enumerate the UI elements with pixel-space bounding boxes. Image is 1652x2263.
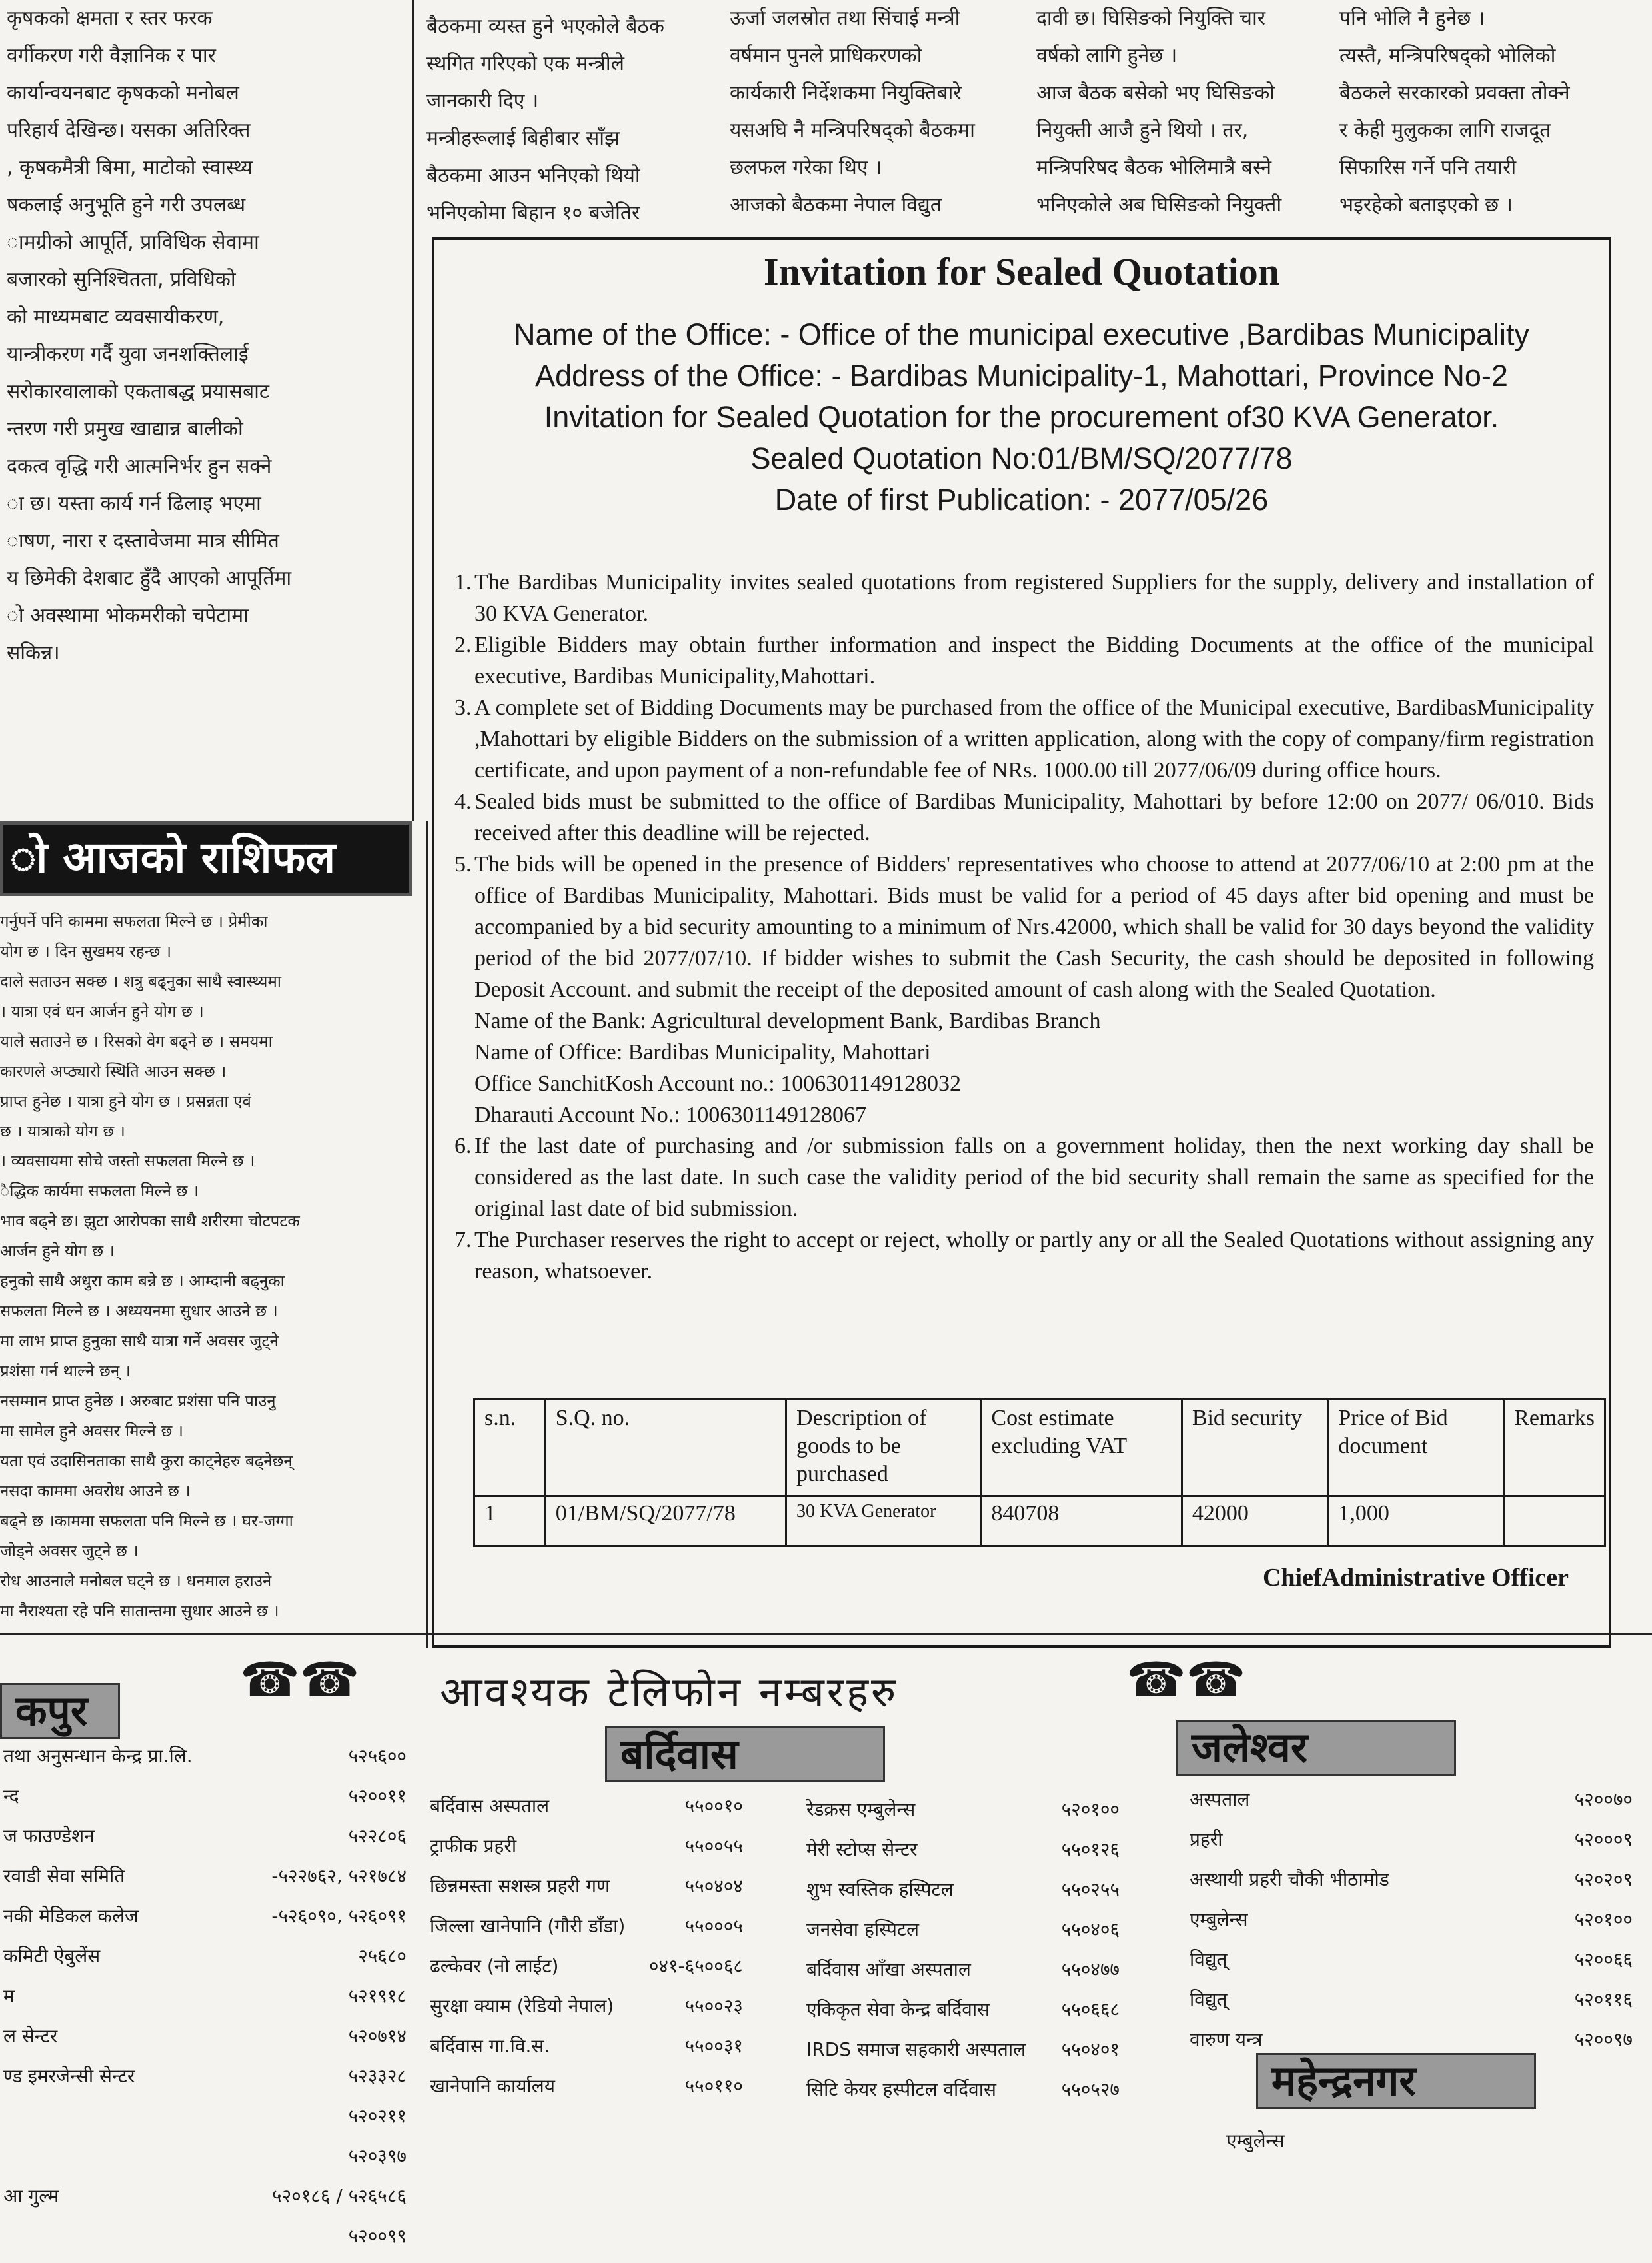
invitation-line: Invitation for Sealed Quotation for the procurement of30 KVA Generator. [544, 400, 1499, 434]
news-line: भनिएकोमा बिहान १० बजेतिर [426, 201, 640, 225]
item-number: 5. [454, 852, 472, 877]
phone-name: जनसेवा हस्पिटल [806, 1918, 919, 1940]
notice-item [454, 1224, 1594, 1287]
item-text: Sealed bids must be submitted to the office of Bardibas Municipality, Mahottari by before 12:00 on 2077/ 06/010. Bids received after this deadline will be rejected. [474, 789, 1594, 845]
phone-number: ५५०४७७ [1061, 1958, 1120, 1980]
rashifal-line: आर्जन हुने योग छ । [0, 1242, 115, 1260]
phone-entry [3, 1943, 407, 1983]
phone-entry [806, 1876, 1120, 1916]
phone-number: ५५०४०६ [1061, 1918, 1120, 1940]
sanchitkosh-account: Office SanchitKosh Account no.: 1006301149128032 [474, 1071, 961, 1096]
phone-name: सिटि केयर हस्पीटल वर्दिवास [806, 2078, 996, 2100]
phone-name: विद्युत् [1190, 1988, 1228, 2010]
news-line: बैठकले सरकारको प्रवक्ता तोक्ने [1339, 81, 1570, 105]
news-column-left [7, 0, 387, 800]
news-line: त्यस्तै, मन्त्रिपरिषद्को भोलिको [1339, 44, 1556, 67]
phone-entry [806, 2036, 1120, 2076]
column-divider [426, 821, 428, 1648]
news-line: सिफारिस गर्ने पनि तयारी [1339, 156, 1517, 179]
news-line: स्थगित गरिएको एक मन्त्रीले [426, 52, 624, 75]
notice-items [454, 567, 1594, 1287]
phone-name: ढल्केवर (नो लाईट) [430, 1955, 559, 1977]
phone-entry [3, 2063, 407, 2103]
section-divider [0, 1633, 1652, 1635]
item-number: 4. [454, 789, 472, 814]
item-text: If the last date of purchasing and /or submission falls on a government holiday, then the next working day shall be considered as the last date. In such case the validity period of the bid security shall remain the same as specified for the original last date of bid submission. [474, 1134, 1594, 1221]
place-heading-bardibas: बर्दिवास [605, 1726, 885, 1782]
rashifal-line: छ । यात्राको योग छ । [0, 1122, 125, 1140]
news-column-2 [426, 8, 713, 228]
quotation-table [473, 1398, 1606, 1547]
telephone-icon: ☎☎ [1126, 1652, 1246, 1708]
news-line: कृषकको क्षमता र स्तर फरक [7, 7, 213, 30]
rashifal-line: बढ्ने छ ।काममा सफलता पनि मिल्ने छ । घर-जग्गा [0, 1512, 293, 1530]
office-address: Address of the Office: - Bardibas Municipality-1, Mahottari, Province No-2 [535, 359, 1508, 393]
news-line: सकिन्न। [7, 641, 60, 665]
telephone-icon: ☎☎ [240, 1652, 360, 1708]
phone-number: ५५००२३ [684, 1995, 743, 2017]
phone-entry [430, 2033, 743, 2073]
notice-item [454, 629, 1594, 692]
rashifal-line: । व्यवसायमा सोचे जस्तो सफलता मिल्ने छ । [0, 1152, 255, 1170]
rashifal-heading: ो आजको राशिफल [0, 821, 412, 896]
rashifal-line: मा लाभ प्राप्त हुनुका साथै यात्रा गर्ने अवसर जुट्ने [0, 1332, 279, 1350]
rashifal-line: नसम्मान प्राप्त हुनेछ । अरुबाट प्रशंसा पनि पाउनु [0, 1392, 276, 1410]
phone-number: ५२०३९७ [348, 2145, 407, 2167]
table-cell: 42000 [1182, 1496, 1328, 1546]
phone-number: ५५००३१ [684, 2035, 743, 2057]
table-cell: 1,000 [1328, 1496, 1504, 1546]
phone-name: कमिटी ऐबुलेंस [3, 1945, 101, 1967]
phone-name: बर्दिवास गा.वि.स. [430, 2035, 550, 2057]
news-line: परिहार्य देखिन्छ। यसका अतिरिक्त [7, 119, 251, 142]
table-cell: 1 [474, 1496, 546, 1546]
phone-entry [806, 1836, 1120, 1876]
table-header: Description of goods to be purchased [786, 1400, 981, 1496]
news-line: भइरहेको बताइएको छ । [1339, 193, 1513, 217]
item-number: 1. [454, 570, 472, 595]
place-heading-jaleshwar: जलेश्वर [1176, 1720, 1456, 1776]
phone-number: ५५०१२६ [1061, 1838, 1120, 1860]
news-line: भनिएकोले अब घिसिङको नियुक्ती [1036, 193, 1282, 217]
phone-list-bardibas-1 [430, 1793, 743, 2113]
phone-number: ५५०४०४ [684, 1875, 743, 1897]
rashifal-line: कारणले अप्ठ्यारो स्थिति आउन सक्छ । [0, 1062, 227, 1081]
phone-name: छिन्नमस्ता सशस्त्र प्रहरी गण [430, 1875, 610, 1897]
phone-name: एकिकृत सेवा केन्द्र बर्दिवास [806, 1998, 990, 2020]
signature: ChiefAdministrative Officer [1262, 1564, 1569, 1592]
rashifal-line: जोड्ने अवसर जुट्ने छ । [0, 1542, 139, 1560]
item-number: 6. [454, 1134, 472, 1158]
news-line: नियुक्ती आजै हुने थियो । तर, [1036, 119, 1249, 142]
item-text: The Bardibas Municipality invites sealed quotations from registered Suppliers for the supply, delivery and installation of 30 KVA Generator. [474, 570, 1594, 626]
news-line: षकलाई अनुभूति हुने गरी उपलब्ध [7, 193, 246, 217]
office-name: Name of the Office: - Office of the municipal executive ,Bardibas Municipality [513, 317, 1530, 351]
table-header: s.n. [474, 1400, 546, 1496]
phone-name: शुभ स्वस्तिक हस्पिटल [806, 1878, 954, 1900]
item-text: Eligible Bidders may obtain further information and inspect the Bidding Documents at the office of the municipal executive, Bardibas Municipality,Mahottari. [474, 633, 1594, 689]
news-line: दकत्व वृद्धि गरी आत्मनिर्भर हुन सक्ने [7, 455, 272, 478]
phone-section-title: आवश्यक टेलिफोन नम्बरहरु [440, 1668, 899, 1716]
phone-number: ५२५६०० [348, 1745, 407, 1767]
table-header: Price of Bid document [1328, 1400, 1504, 1496]
phone-number: ५२०१०० [1574, 1908, 1633, 1930]
phone-name: एम्बुलेन्स [1226, 2130, 1285, 2152]
news-column-3 [730, 0, 1023, 220]
phone-name: ट्राफीक प्रहरी [430, 1835, 517, 1857]
rashifal-line: यता एवं उदासिनताका साथै कुरा काट्नेहरु बढ्नेछन् [0, 1452, 293, 1470]
news-line: को माध्यमबाट व्यवसायीकरण, [7, 305, 225, 329]
phone-entry [1190, 1986, 1633, 2026]
news-line: यसअघि नै मन्त्रिपरिषद्को बैठकमा [730, 119, 975, 142]
phone-entry [3, 1903, 407, 1943]
phone-name: न्द [3, 1785, 19, 1807]
rashifal-text [0, 907, 412, 1633]
notice-item [454, 567, 1594, 629]
phone-name: नकी मेडिकल कलेज [3, 1905, 139, 1927]
news-line: ऊर्जा जलस्रोत तथा सिंचाई मन्त्री [730, 7, 960, 30]
phone-entry [3, 2023, 407, 2063]
phone-number: ५५०२५५ [1061, 1878, 1120, 1900]
phone-entry [3, 2103, 407, 2143]
rashifal-line: । यात्रा एवं धन आर्जन हुने योग छ । [0, 1002, 204, 1021]
quotation-number: Sealed Quotation No:01/BM/SQ/2077/78 [750, 441, 1293, 475]
rashifal-line: योग छ । दिन सुखमय रहन्छ । [0, 942, 172, 961]
news-line: मन्त्रिपरिषद बैठक भोलिमात्रै बस्ने [1036, 156, 1272, 179]
phone-name: सुरक्षा क्याम (रेडियो नेपाल) [430, 1995, 614, 2017]
notice-title: Invitation for Sealed Quotation [764, 250, 1279, 293]
news-column-4 [1036, 0, 1329, 220]
rashifal-line: दाले सताउन सक्छ । शत्रु बढ्नुका साथै स्वास्थ्यमा [0, 972, 282, 991]
phone-number: ५२१९१८ [348, 1985, 407, 2007]
phone-entry [806, 1916, 1120, 1956]
rashifal-line: प्राप्त हुनेछ । यात्रा हुने योग छ । प्रसन्नता एवं [0, 1092, 251, 1111]
phone-list-jaleshwar [1190, 1786, 1633, 2066]
news-line: आजको बैठकमा नेपाल विद्युत [730, 193, 942, 217]
news-line: सरोकारवालाको एकताबद्ध प्रयासबाट [7, 380, 269, 403]
phone-entry [430, 1993, 743, 2033]
notice-item [454, 1131, 1594, 1224]
phone-number: ५५०००५ [684, 1915, 743, 1937]
phone-number: -५२२७६२, ५२१७८४ [271, 1865, 407, 1887]
rashifal-line: हनुको साथै अधुरा काम बन्ने छ । आम्दानी बढ्नुका [0, 1272, 285, 1290]
rashifal-line: याले सताउने छ । रिसको वेग बढ्ने छ । समयमा [0, 1032, 273, 1051]
phone-number: ५२३३२८ [348, 2065, 407, 2087]
table-row [474, 1496, 1605, 1546]
news-line: वर्गीकरण गरी वैज्ञानिक र पार [7, 44, 216, 67]
phone-name: आ गुल्म [3, 2185, 59, 2207]
phone-entry [1190, 1786, 1633, 1826]
phone-entry [430, 2073, 743, 2113]
dharauti-account: Dharauti Account No.: 1006301149128067 [474, 1103, 866, 1127]
news-line: बजारको सुनिश्चितता, प्रविधिको [7, 268, 236, 291]
news-line: र केही मुलुकका लागि राजदूत [1339, 119, 1551, 142]
news-line: ो अवस्थामा भोकमरीको चपेटामा [7, 604, 249, 627]
notice-item [454, 786, 1594, 849]
table-header: Cost estimate excluding VAT [981, 1400, 1182, 1496]
place-heading-left: कपुर [0, 1683, 120, 1739]
bank-name: Name of the Bank: Agricultural development Bank, Bardibas Branch [474, 1009, 1101, 1033]
bank-office-name: Name of Office: Bardibas Municipality, Mahottari [474, 1040, 931, 1065]
item-number: 3. [454, 695, 472, 720]
news-line: न्तरण गरी प्रमुख खाद्यान्न बालीको [7, 417, 243, 441]
phone-number: ५२००६६ [1574, 1948, 1633, 1970]
news-line: ामग्रीको आपूर्ति, प्राविधिक सेवामा [7, 231, 259, 254]
rashifal-line: प्रशंसा गर्न थाल्ने छन् । [0, 1362, 131, 1380]
table-header: Bid security [1182, 1400, 1328, 1496]
phone-entry [3, 1823, 407, 1863]
phone-number: ५५०४०१ [1061, 2038, 1120, 2060]
phone-number: ५२०००९ [1574, 1828, 1633, 1850]
phone-number: ५२०७१४ [348, 2025, 407, 2047]
phone-number: ५२०११६ [1574, 1988, 1633, 2010]
phone-entry [430, 1793, 743, 1833]
column-divider [412, 0, 414, 821]
phone-entry [3, 2223, 407, 2263]
rashifal-line: मा नैराश्यता रहे पनि सातान्तमा सुधार आउने छ । [0, 1602, 279, 1620]
place-heading-mahendranagar: महेन्द्रनगर [1256, 2053, 1536, 2109]
item-number: 2. [454, 633, 472, 657]
rashifal-line: ैद्धिक कार्यमा सफलता मिल्ने छ । [0, 1182, 199, 1200]
phone-entry [806, 1796, 1120, 1836]
phone-name: रवाडी सेवा समिति [3, 1865, 125, 1887]
rashifal-line: नसदा काममा अवरोध आउने छ । [0, 1482, 191, 1500]
rashifal-line: भाव बढ्ने छ। झुटा आरोपका साथै शरीरमा चोटपटक [0, 1212, 300, 1230]
phone-list-mahendranagar [1226, 2128, 1426, 2168]
phone-number: ५२२८०६ [348, 1825, 407, 1847]
phone-name: वारुण यन्त्र [1190, 2028, 1263, 2050]
news-line: ाषण, नारा र दस्तावेजमा मात्र सीमित [7, 529, 279, 553]
news-line: जानकारी दिए । [426, 89, 539, 113]
phone-name: प्रहरी [1190, 1828, 1223, 1850]
phone-number: ५२०१८६ / ५२६५८६ [272, 2185, 407, 2207]
rashifal-line: मा सामेल हुने अवसर मिल्ने छ । [0, 1422, 183, 1440]
phone-name: एम्बुलेन्स [1190, 1908, 1248, 1930]
news-line: वर्षको लागि हुनेछ । [1036, 44, 1178, 67]
phone-number: ५५०५२७ [1061, 2078, 1120, 2100]
rashifal-line: गर्नुपर्ने पनि काममा सफलता मिल्ने छ । प्रेमीका [0, 912, 268, 931]
phone-entry [3, 1743, 407, 1783]
news-line: बैठकमा आउन भनिएको थियो [426, 164, 640, 187]
table-cell: 30 KVA Generator [786, 1496, 981, 1546]
table-cell [1504, 1496, 1605, 1546]
news-line: य छिमेकी देशबाट हुँदै आएको आपूर्तिमा [7, 567, 292, 590]
phone-number: ५५००१० [684, 1795, 743, 1817]
news-line: ा छ। यस्ता कार्य गर्न ढिलाइ भएमा [7, 492, 261, 515]
phone-name: रेडक्रस एम्बुलेन्स [806, 1798, 916, 1820]
phone-name: ल सेन्टर [3, 2025, 58, 2047]
phone-entry [3, 2183, 407, 2223]
phone-entry [430, 1873, 743, 1913]
news-line: पनि भोलि नै हुनेछ । [1339, 7, 1485, 30]
phone-entry [430, 1913, 743, 1953]
phone-number: ५५०११० [684, 2075, 743, 2097]
item-text: A complete set of Bidding Documents may be purchased from the office of the Municipal executive, BardibasMunicipality ,Mahottari by eligible Bidders on the submission of a written application, along with the copy of company/firm registration certificate, and upon payment of a non-refundable fee of NRs. 1000.00 till 2077/06/09 during office hours. [474, 695, 1594, 783]
phone-name: ण्ड इमरजेन्सी सेन्टर [3, 2065, 135, 2087]
news-line: कार्यान्वयनबाट कृषकको मनोबल [7, 81, 239, 105]
phone-number: ५२०२११ [348, 2105, 407, 2127]
phone-number: ५२००११ [348, 1785, 407, 1807]
phone-entry [1190, 1826, 1633, 1866]
phone-entry [1190, 1906, 1633, 1946]
table-header: S.Q. no. [545, 1400, 786, 1496]
phone-entry [806, 1956, 1120, 1996]
rashifal-line: सफलता मिल्ने छ । अध्ययनमा सुधार आउने छ । [0, 1302, 278, 1320]
sealed-quotation-notice [432, 237, 1611, 1648]
item-number: 7. [454, 1228, 472, 1252]
phone-name: बर्दिवास अस्पताल [430, 1795, 550, 1817]
phone-number: ५२०२०९ [1574, 1868, 1633, 1890]
phone-name: खानेपानि कार्यालय [430, 2075, 556, 2097]
phone-entry [806, 2076, 1120, 2116]
phone-entry [3, 1983, 407, 2023]
phone-entry [1190, 1866, 1633, 1906]
phone-name: म [3, 1985, 15, 2007]
phone-name: बर्दिवास आँखा अस्पताल [806, 1958, 971, 1980]
phone-number: ५२००९९ [348, 2225, 407, 2247]
phone-list-bardibas-2 [806, 1796, 1120, 2116]
publication-date: Date of first Publication: - 2077/05/26 [774, 483, 1269, 517]
phone-entry [1190, 1946, 1633, 1986]
news-line: छलफल गरेका थिए । [730, 156, 882, 179]
item-text: The Purchaser reserves the right to accept or reject, wholly or partly any or all the Sealed Quotations without assigning any reason, whatsoever. [474, 1228, 1594, 1284]
phone-name: विद्युत् [1190, 1948, 1228, 1970]
phone-number: २५६८० [358, 1945, 407, 1967]
notice-item [454, 692, 1594, 786]
table-header: Remarks [1504, 1400, 1605, 1496]
phone-number: ५२००९७ [1574, 2028, 1633, 2050]
news-line: , कृषकमैत्री बिमा, माटोको स्वास्थ्य [7, 156, 253, 179]
phone-name: जिल्ला खानेपानि (गौरी डाँडा) [430, 1915, 626, 1937]
phone-number: ५५००५५ [684, 1835, 743, 1857]
news-line: यान्त्रीकरण गर्दै युवा जनशक्तिलाई [7, 343, 249, 366]
phone-name: अस्पताल [1190, 1788, 1250, 1810]
news-line: मन्त्रीहरूलाई बिहीबार साँझ [426, 127, 620, 150]
phone-entry [806, 1996, 1120, 2036]
table-cell: 840708 [981, 1496, 1182, 1546]
phone-name: अस्थायी प्रहरी चौकी भीठामोड [1190, 1868, 1389, 1890]
item-text: The bids will be opened in the presence of Bidders' representatives who choose to attend at 2077/06/10 at 2:00 pm at the office of Bardibas Municipality, Mahottari. Bids must be valid for a period of 45 days after bid opening and must be accompanied by a bid security amounting to a minimum of Nrs.42000, which shall be valid for 30 days beyond the validity period of the bid 2077/07/10. If bidder wishes to submit the Cash Security, the cash should be deposited in following Deposit Account. and submit the receipt of the deposited amount of cash along with the Sealed Quotation. [474, 852, 1594, 1002]
phone-entry [430, 1953, 743, 1993]
rashifal-line: रोध आउनाले मनोबल घट्ने छ । धनमाल हराउने [0, 1572, 272, 1590]
phone-number: ५२००७० [1574, 1788, 1633, 1810]
news-line: वर्षमान पुनले प्राधिकरणको [730, 44, 922, 67]
news-column-5 [1339, 0, 1633, 220]
table-cell: 01/BM/SQ/2077/78 [545, 1496, 786, 1546]
phone-entry [430, 1833, 743, 1873]
phone-entry [1190, 2026, 1633, 2066]
news-line: बैठकमा व्यस्त हुने भएकोले बैठक [426, 15, 664, 38]
phone-entry [3, 2143, 407, 2183]
phone-name: मेरी स्टोप्स सेन्टर [806, 1838, 918, 1860]
phone-entry [3, 1863, 407, 1903]
news-line: कार्यकारी निर्देशकमा नियुक्तिबारे [730, 81, 962, 105]
phone-number: -५२६०९०, ५२६०९१ [271, 1905, 407, 1927]
news-line: दावी छ। घिसिङको नियुक्ति चार [1036, 7, 1266, 30]
notice-item [454, 849, 1594, 1005]
phone-list-left [3, 1743, 407, 2263]
phone-number: ०४१-६५००६८ [648, 1955, 743, 1977]
phone-name: तथा अनुसन्धान केन्द्र प्रा.लि. [3, 1745, 193, 1767]
phone-number: ५२०१०० [1061, 1798, 1120, 1820]
phone-name: ज फाउण्डेशन [3, 1825, 95, 1847]
phone-name: IRDS समाज सहकारी अस्पताल [806, 2038, 1026, 2060]
phone-number: ५५०६६८ [1061, 1998, 1120, 2020]
phone-entry [3, 1783, 407, 1823]
news-line: आज बैठक बसेको भए घिसिङको [1036, 81, 1275, 105]
